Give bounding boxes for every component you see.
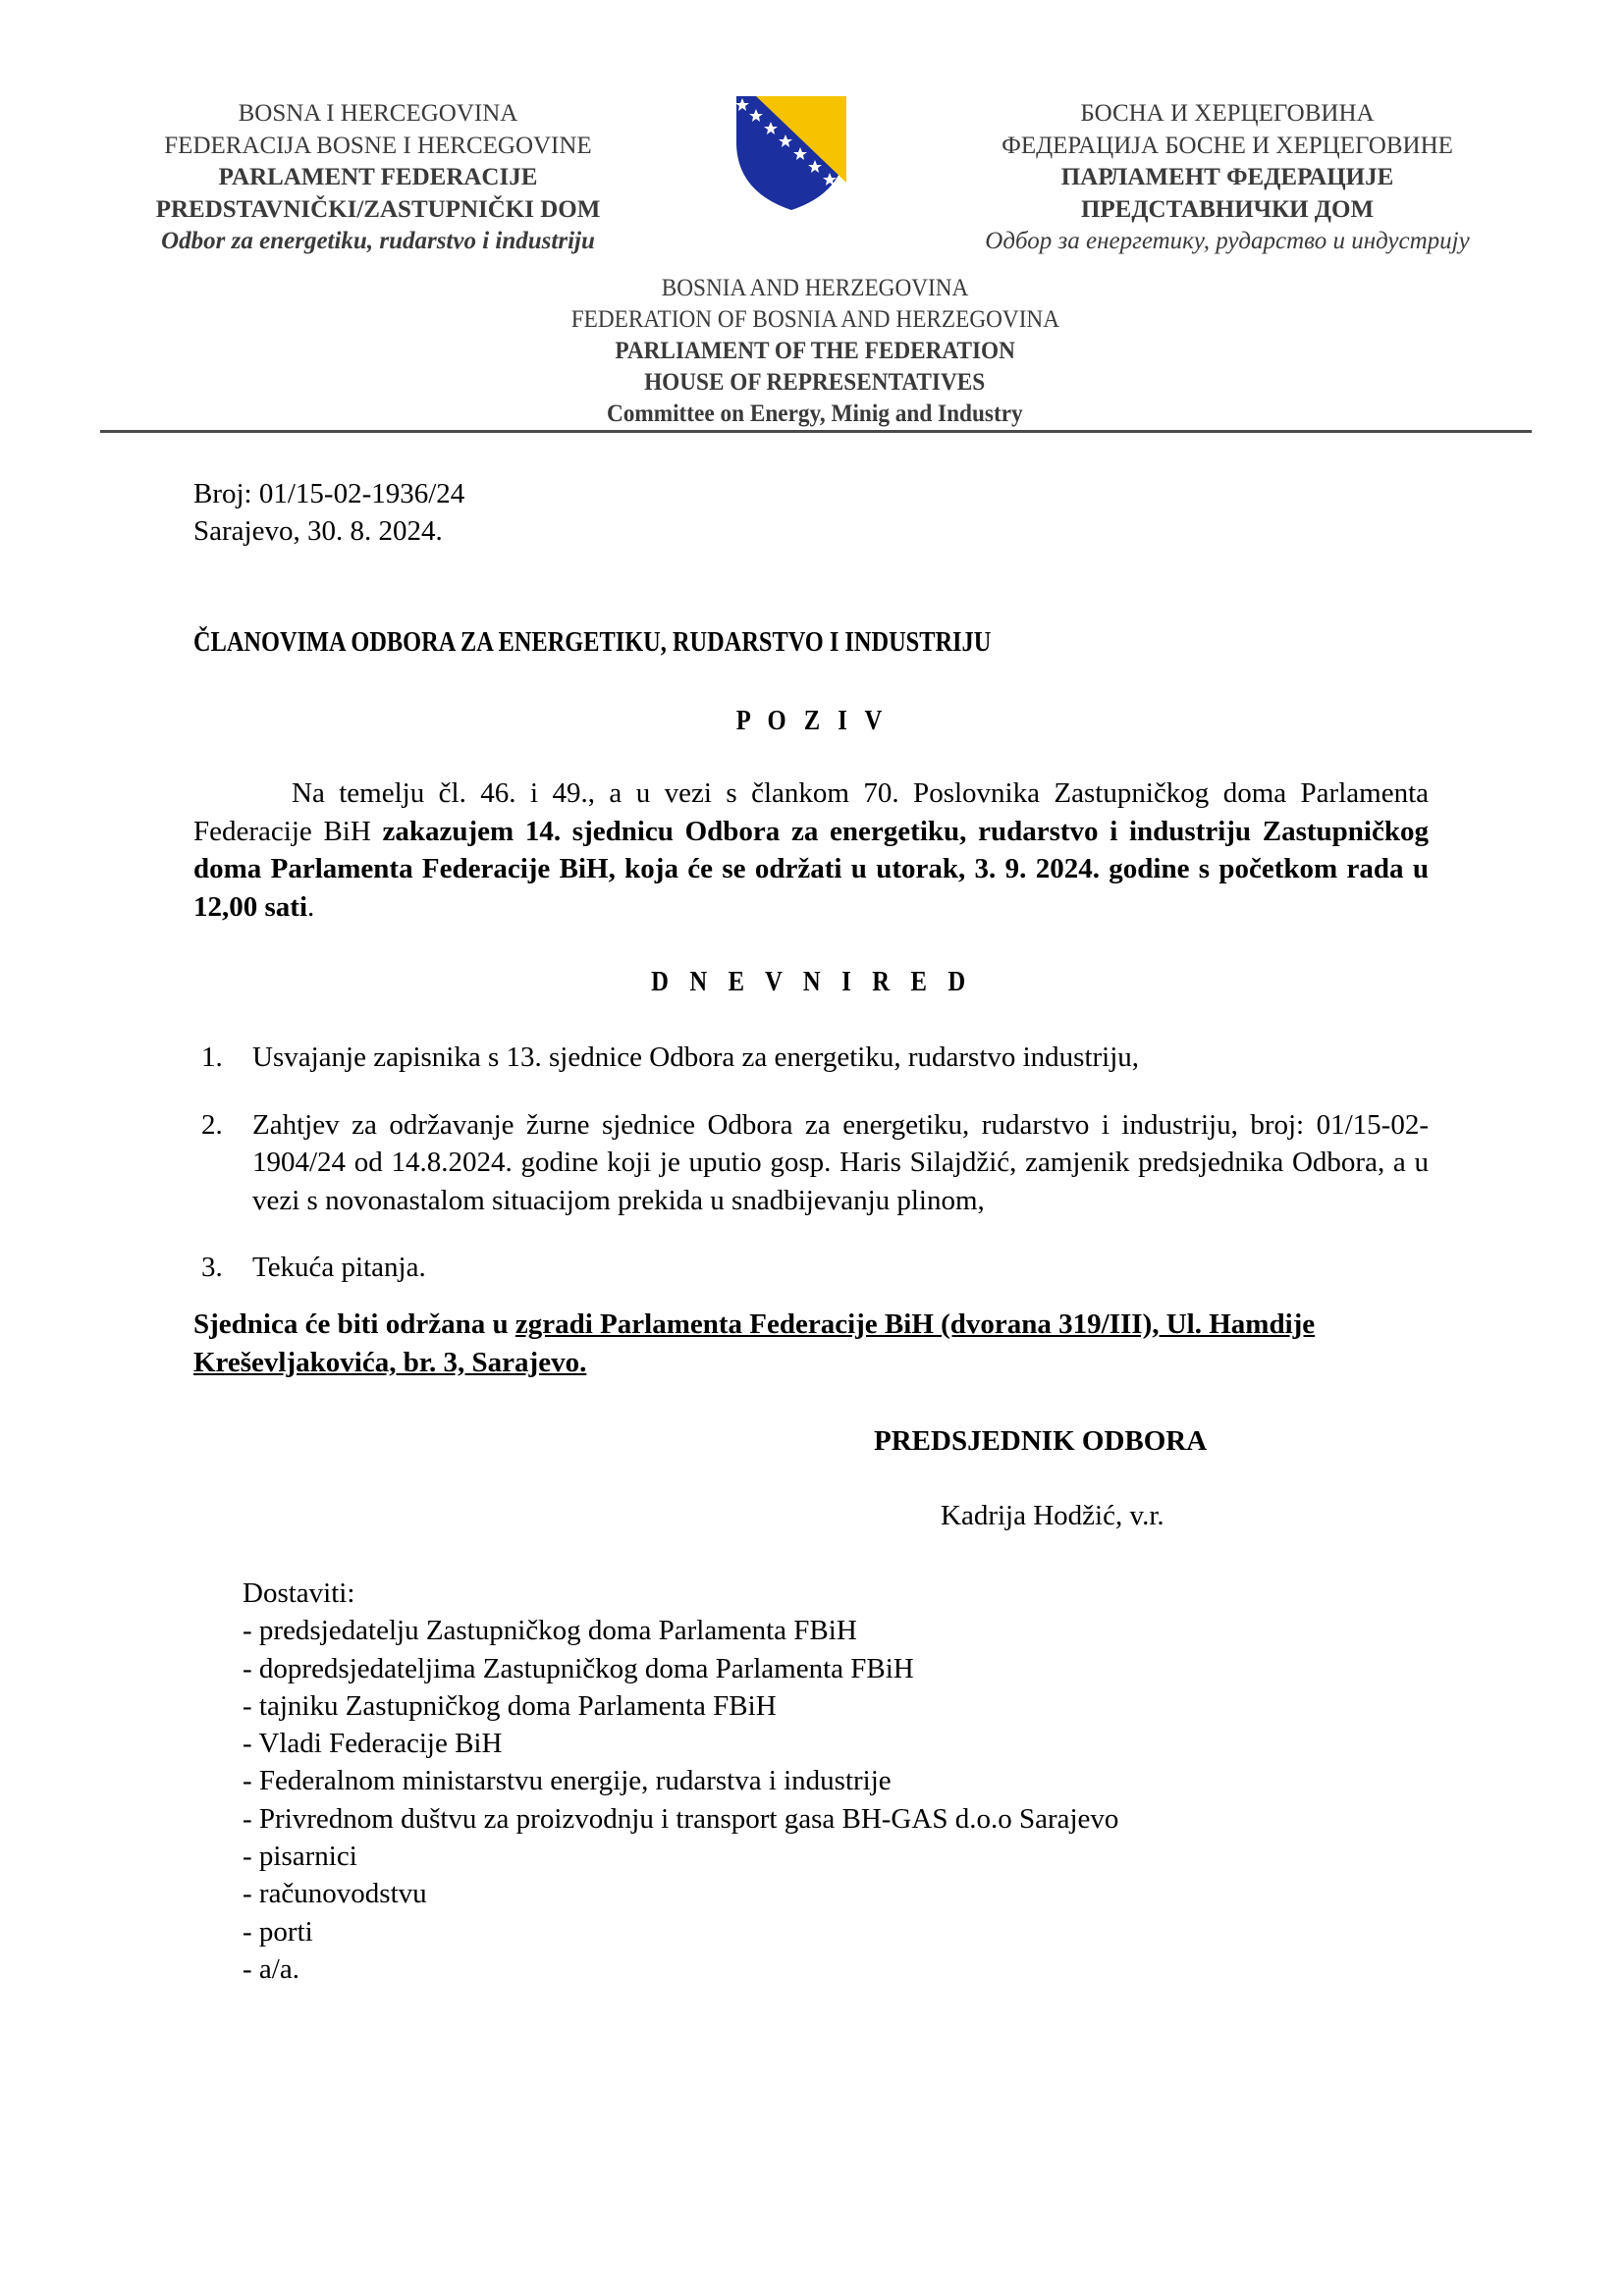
header-right-cyrillic xyxy=(933,98,1522,258)
agenda-item-text: Zahtjev za održavanje žurne sjednice Odbora za energetiku, rudarstvo i industriju, broj: 01/15-02-1904/24 od 14.8.2024. godine koji je uputio gosp. Haris Silajdžić, zamjenik predsjednika Odbora, a u vezi s novonastalom situacijom prekida u snadbijevanju plinom, xyxy=(252,1108,1429,1216)
addressee: ČLANOVIMA ODBORA ZA ENERGETIKU, RUDARSTVO I INDUSTRIJU xyxy=(193,626,992,658)
invitation-bold-text: zakazujem 14. sjednicu Odbora za energetiku, rudarstvo i industriju Zastupničkog doma Parlamenta Federacije BiH, koja će se održati u utorak, 3. 9. 2024. godine s početkom rada u 12,00 sati xyxy=(193,815,1429,923)
header-country-cyr: БОСНА И ХЕРЦЕГОВИНА xyxy=(1080,100,1375,127)
header-committee-cyr: Одбор за енергетику, рударство и индустрију xyxy=(985,228,1470,254)
agenda-item xyxy=(193,1106,1429,1220)
venue-notice xyxy=(193,1306,1429,1382)
signature-name: Kadrija Hodžić, v.r. xyxy=(941,1500,1164,1531)
document-place-date: Sarajevo, 30. 8. 2024. xyxy=(193,515,443,547)
agenda-item-number: 1. xyxy=(201,1041,223,1073)
agenda-item-text: Usvajanje zapisnika s 13. sjednice Odbora za energetiku, rudarstvo industriju, xyxy=(252,1041,1140,1073)
distribution-item: - Vladi Federacije BiH xyxy=(243,1728,503,1760)
document-number: Broj: 01/15-02-1936/24 xyxy=(193,478,465,509)
venue-address: zgradi Parlamenta Federacije BiH (dvorana 319/III), Ul. Hamdije Kreševljakovića, br. 3, Sarajevo. xyxy=(193,1308,1316,1378)
header-federation-cyr: ФЕДЕРАЦИЈА БОСНЕ И ХЕРЦЕГОВИНЕ xyxy=(1001,132,1453,159)
distribution-item: - računovodstvu xyxy=(243,1878,427,1910)
agenda-list xyxy=(193,1039,1429,1316)
agenda-title: D N E V N I R E D xyxy=(651,966,973,997)
document-meta xyxy=(193,475,464,550)
distribution-item: - predsjedatelju Zastupničkog doma Parlamenta FBiH xyxy=(243,1615,857,1647)
header-country: BOSNA I HERCEGOVINA xyxy=(238,100,518,127)
header-committee: Odbor za energetiku, rudarstvo i industriju xyxy=(161,228,595,254)
coat-of-arms-bih-icon xyxy=(734,94,850,212)
header-house-cyr: ПРЕДСТАВНИЧКИ ДОМ xyxy=(1080,195,1375,223)
agenda-item-number: 2. xyxy=(201,1108,223,1141)
signature-title: PREDSJEDNIK ODBORA xyxy=(874,1425,1208,1457)
header-house-en: HOUSE OF REPRESENTATIVES xyxy=(644,369,986,396)
distribution-list xyxy=(243,1575,1118,1988)
agenda-item xyxy=(193,1249,1429,1287)
distribution-item: - dopredsjedateljima Zastupničkog doma Parlamenta FBiH xyxy=(243,1652,914,1684)
venue-lead: Sjednica će biti održana u xyxy=(193,1308,515,1340)
distribution-item: - Privrednom duštvu za proizvodnju i transport gasa BH-GAS d.o.o Sarajevo xyxy=(243,1802,1119,1835)
header-left-latin xyxy=(118,98,638,258)
header-parliament: PARLAMENT FEDERACIJE xyxy=(218,164,538,190)
agenda-item-number: 3. xyxy=(201,1252,223,1283)
invitation-paragraph xyxy=(193,774,1429,926)
header-federation: FEDERACIJA BOSNE I HERCEGOVINE xyxy=(164,132,592,159)
agenda-item xyxy=(193,1039,1429,1077)
header-committee-en: Committee on Energy, Minig and Industry xyxy=(607,400,1023,427)
header-divider xyxy=(100,430,1532,433)
distribution-item: - Federalnom ministarstvu energije, rudarstva i industrije xyxy=(243,1765,892,1797)
distribution-item: - tajniku Zastupničkog doma Parlamenta FBiH xyxy=(243,1689,777,1722)
distribution-heading: Dostaviti: xyxy=(243,1577,355,1609)
header-center-english xyxy=(393,273,1237,430)
distribution-item: - pisarnici xyxy=(243,1841,357,1873)
header-federation-en: FEDERATION OF BOSNIA AND HERZEGOVINA xyxy=(570,306,1059,333)
agenda-item-text: Tekuća pitanja. xyxy=(252,1252,426,1283)
document-title: P O Z I V xyxy=(735,705,889,736)
header-parliament-en: PARLIAMENT OF THE FEDERATION xyxy=(615,338,1015,364)
invitation-text: Na temelju čl. 46. i 49., a u vezi s člankom 70. Poslovnika Zastupničkog doma Parlamenta Federacije BiH xyxy=(193,777,1429,847)
distribution-item: - porti xyxy=(243,1915,313,1948)
distribution-item: - a/a. xyxy=(243,1952,299,1985)
header-country-en: BOSNIA AND HERZEGOVINA xyxy=(661,275,969,301)
header-parliament-cyr: ПАРЛАМЕНТ ФЕДЕРАЦИЈЕ xyxy=(1060,164,1394,190)
header-house: PREDSTAVNIČKI/ZASTUPNIČKI DOM xyxy=(155,195,601,223)
invitation-end: . xyxy=(307,890,315,923)
